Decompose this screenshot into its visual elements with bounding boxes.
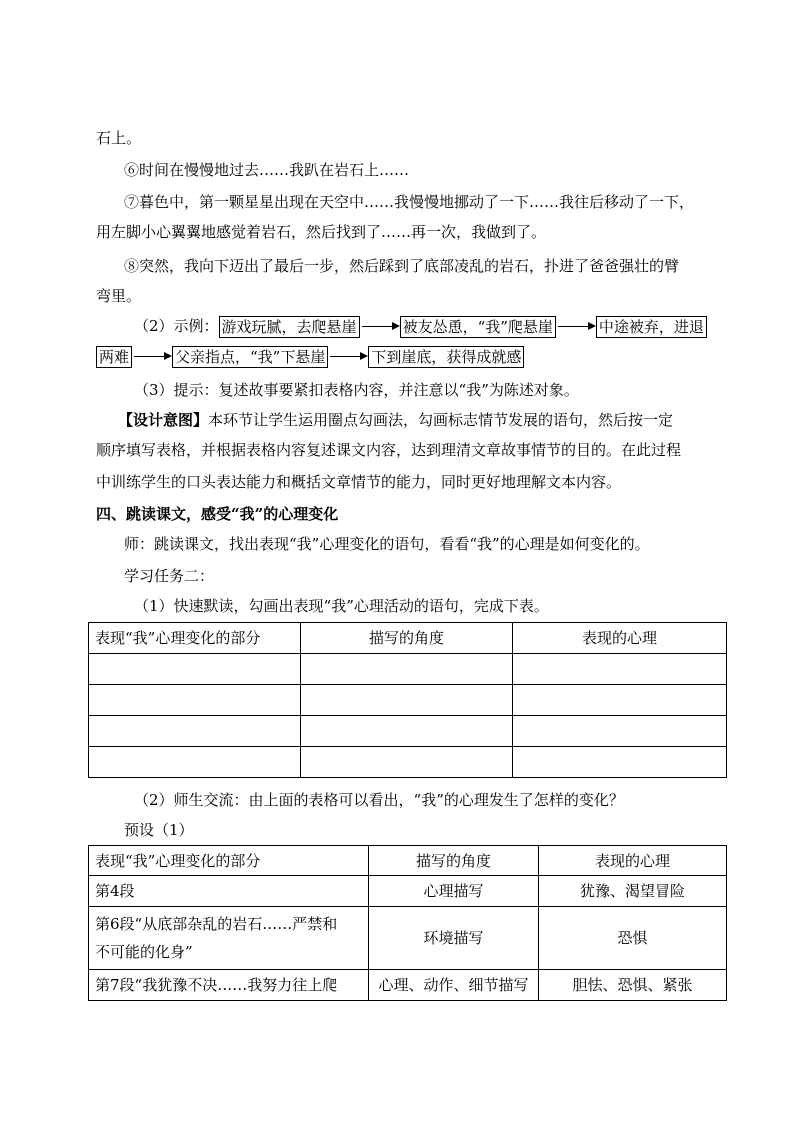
table-cell[interactable] — [301, 654, 513, 685]
preset-label: 预设（1） — [124, 821, 194, 839]
arrow-right-icon — [360, 316, 400, 336]
arrow-right-icon — [556, 316, 596, 336]
table-header: 表现的心理 — [539, 846, 727, 876]
table-cell: 第4段 — [89, 876, 369, 907]
table-header: 表现“我”心理变化的部分 — [89, 623, 301, 654]
section-heading: 四、跳读课文，感受“我”的心理变化 — [96, 505, 339, 523]
table-header: 表现“我”心理变化的部分 — [89, 846, 369, 876]
paragraph-8-line2: 弯里。 — [96, 287, 142, 305]
design-intent-line3: 中训练学生的口头表达能力和概括文章情节的能力，同时更好地理解文本内容。 — [96, 473, 622, 491]
table-cell[interactable] — [89, 685, 301, 716]
table-cell: 心理、动作、细节描写 — [369, 970, 539, 1001]
flow-step: 父亲指点，“我”下悬崖 — [172, 346, 328, 368]
table-cell[interactable] — [89, 716, 301, 747]
table-cell[interactable] — [513, 747, 727, 778]
design-intent-line2: 顺序填写表格，并根据表格内容复述课文内容，达到理清文章故事情节的目的。在此过程 — [96, 441, 682, 459]
table-row — [89, 970, 727, 1001]
question-2: （2）师生交流：由上面的表格可以看出，“我”的心理发生了怎样的变化？ — [134, 791, 624, 809]
flow-step: 下到崖底，获得成就感 — [368, 346, 524, 368]
paragraph-8-line1: ⑧突然，我向下迈出了最后一步，然后踩到了底部凌乱的岩石，扑进了爸爸强壮的臂 — [124, 257, 680, 275]
table-header: 描写的角度 — [301, 623, 513, 654]
table-cell: 犹豫、渴望冒险 — [539, 876, 727, 907]
hint-text: （3）提示：复述故事要紧扣表格内容，并注意以“我”为陈述对象。 — [134, 381, 579, 399]
arrow-right-icon — [132, 346, 172, 366]
example-flow-row1 — [134, 316, 707, 338]
table-cell[interactable] — [301, 685, 513, 716]
flow-step: 被友怂恿，“我”爬悬崖 — [400, 316, 556, 338]
table-cell[interactable] — [513, 716, 727, 747]
example-flow-row2 — [96, 346, 524, 368]
design-intent-label: 【设计意图】 — [118, 411, 209, 429]
table-cell: 恐惧 — [539, 907, 727, 970]
paragraph-line: 石上。 — [96, 129, 142, 147]
arrow-right-icon — [328, 346, 368, 366]
teacher-instruction: 师：跳读课文，找出表现“我”心理变化的语句，看看“我”的心理是如何变化的。 — [124, 535, 650, 553]
table-cell[interactable] — [89, 747, 301, 778]
paragraph-6: ⑥时间在慢慢地过去……我趴在岩石上…… — [124, 161, 410, 179]
table-cell[interactable] — [301, 747, 513, 778]
paragraph-7-line2: 用左脚小心翼翼地感觉着岩石，然后找到了……再一次，我做到了。 — [96, 223, 547, 241]
example-prefix: （2）示例： — [134, 317, 219, 335]
table-row — [89, 876, 727, 907]
table-cell: 第7段“我犹豫不决……我努力往上爬 — [89, 970, 369, 1001]
table-cell[interactable] — [301, 716, 513, 747]
question-1: （1）快速默读，勾画出表现“我”心理活动的语句，完成下表。 — [134, 597, 549, 615]
table-row — [89, 907, 727, 970]
table-header: 表现的心理 — [513, 623, 727, 654]
table-cell[interactable] — [513, 685, 727, 716]
table-cell: 环境描写 — [369, 907, 539, 970]
flow-step: 游戏玩腻，去爬悬崖 — [219, 316, 360, 338]
paragraph-7-line1: ⑦暮色中，第一颗星星出现在天空中……我慢慢地挪动了一下……我往后移动了一下， — [124, 193, 695, 211]
flow-step: 中途被弃，进退 — [596, 316, 707, 338]
table-cell[interactable] — [89, 654, 301, 685]
table-cell[interactable] — [513, 654, 727, 685]
table-cell: 胆怯、恐惧、紧张 — [539, 970, 727, 1001]
flow-step: 两难 — [96, 346, 132, 368]
design-intent-line1: 【设计意图】本环节让学生运用圈点勾画法，勾画标志情节发展的语句，然后按一定 — [118, 411, 674, 429]
table-header: 描写的角度 — [369, 846, 539, 876]
table-cell: 第6段“从底部杂乱的岩石……严禁和 不可能的化身” — [89, 907, 369, 970]
table-cell: 心理描写 — [369, 876, 539, 907]
blank-table — [88, 622, 727, 778]
learning-task: 学习任务二： — [124, 567, 215, 585]
answer-table — [88, 845, 727, 1001]
